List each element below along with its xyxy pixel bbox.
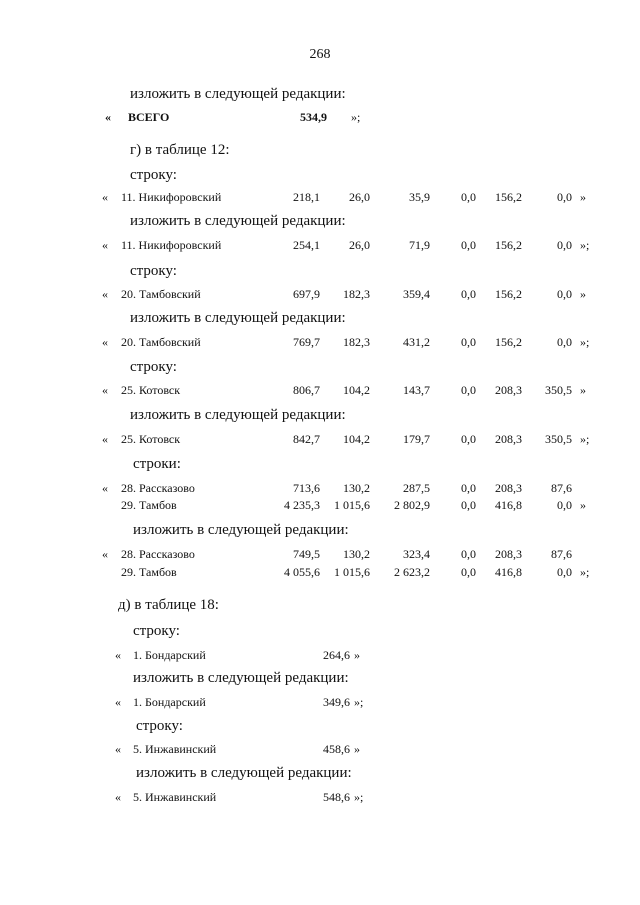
value-col-4: 0,0 [461,481,476,495]
value-col-5: 416,8 [495,565,522,579]
value-col-3: 359,4 [403,287,430,301]
value-col-5: 156,2 [495,238,522,252]
value-col-3: 2 802,9 [394,498,430,512]
value-col-2: 130,2 [343,481,370,495]
table-row [0,481,640,499]
value-col-1: 806,7 [293,383,320,397]
table-row [0,498,640,516]
table-row [0,335,640,353]
label-stroku: строку: [130,263,177,279]
open-quote: « [102,481,108,495]
close-quote: »; [580,335,590,349]
value-col-2: 1 015,6 [334,498,370,512]
close-quote: »; [580,432,590,446]
open-quote: « [102,432,108,446]
label-stroku: строку: [130,359,177,375]
open-quote: « [115,790,121,804]
table-row [0,432,640,450]
open-quote: « [102,190,108,204]
value-col-6: 87,6 [551,547,572,561]
value-col-6: 350,5 [545,383,572,397]
value-col-3: 179,7 [403,432,430,446]
value-col-1: 254,1 [293,238,320,252]
row-name: 29. Тамбов [121,565,177,579]
label-stroku: строку: [136,718,183,734]
value-col-6: 0,0 [557,335,572,349]
value-col-4: 0,0 [461,547,476,561]
open-quote: « [102,547,108,561]
value-col-5: 416,8 [495,498,522,512]
value-col-5: 208,3 [495,547,522,561]
table-row [0,190,640,208]
open-quote: « [115,648,121,662]
value-col-4: 0,0 [461,335,476,349]
close-quote: »; [354,790,364,804]
table-row [0,383,640,401]
table-row [0,742,640,760]
instruction-text: изложить в следующей редакции: [133,522,349,538]
row-name: 28. Рассказово [121,481,195,495]
table-row [0,565,640,583]
row-value: 264,6 [323,648,350,662]
value-col-3: 143,7 [403,383,430,397]
row-name: 11. Никифоровский [121,238,222,252]
close-quote: » [580,190,586,204]
value-col-3: 2 623,2 [394,565,430,579]
value-col-3: 71,9 [409,238,430,252]
value-col-5: 208,3 [495,481,522,495]
table-row [0,648,640,666]
close-quote: »; [580,565,590,579]
row-name: 5. Инжавинский [133,790,217,804]
value-col-6: 350,5 [545,432,572,446]
row-value: 458,6 [323,742,350,756]
close-quote: »; [580,238,590,252]
value-col-2: 104,2 [343,383,370,397]
value-col-6: 87,6 [551,481,572,495]
instruction-text: изложить в следующей редакции: [130,310,346,326]
open-quote: « [102,335,108,349]
total-open-quote: « [105,110,111,124]
table-row [0,790,640,808]
table-row [0,695,640,713]
value-col-1: 4 235,3 [284,498,320,512]
instruction-text: изложить в следующей редакции: [136,765,352,781]
close-quote: »; [354,695,364,709]
value-col-1: 842,7 [293,432,320,446]
value-col-1: 769,7 [293,335,320,349]
value-col-5: 156,2 [495,287,522,301]
instruction-text: изложить в следующей редакции: [130,86,346,102]
section-heading-table-12: г) в таблице 12: [130,142,230,158]
value-col-6: 0,0 [557,287,572,301]
section-heading-table-18: д) в таблице 18: [118,597,219,613]
row-name: 25. Котовск [121,432,181,446]
value-col-6: 0,0 [557,238,572,252]
open-quote: « [102,238,108,252]
row-name: 5. Инжавинский [133,742,217,756]
table-row [0,547,640,565]
total-close-quote: »; [351,110,361,124]
value-col-2: 26,0 [349,190,370,204]
row-name: 20. Тамбовский [121,287,201,301]
value-col-4: 0,0 [461,565,476,579]
row-name: 11. Никифоровский [121,190,222,204]
page-number: 268 [309,47,331,62]
value-col-4: 0,0 [461,287,476,301]
open-quote: « [102,383,108,397]
row-name: 1. Бондарский [133,695,206,709]
value-col-4: 0,0 [461,432,476,446]
value-col-5: 156,2 [495,190,522,204]
open-quote: « [115,742,121,756]
value-col-6: 0,0 [557,190,572,204]
close-quote: » [354,648,360,662]
close-quote: » [580,383,586,397]
value-col-4: 0,0 [461,498,476,512]
value-col-6: 0,0 [557,565,572,579]
row-value: 548,6 [323,790,350,804]
value-col-1: 4 055,6 [284,565,320,579]
value-col-6: 0,0 [557,498,572,512]
instruction-text: изложить в следующей редакции: [130,407,346,423]
value-col-2: 130,2 [343,547,370,561]
value-col-1: 218,1 [293,190,320,204]
value-col-1: 697,9 [293,287,320,301]
value-col-3: 287,5 [403,481,430,495]
value-col-3: 35,9 [409,190,430,204]
value-col-2: 182,3 [343,335,370,349]
value-col-1: 713,6 [293,481,320,495]
value-col-2: 26,0 [349,238,370,252]
close-quote: » [580,287,586,301]
row-name: 20. Тамбовский [121,335,201,349]
value-col-4: 0,0 [461,190,476,204]
value-col-3: 323,4 [403,547,430,561]
close-quote: » [580,498,586,512]
close-quote: » [354,742,360,756]
open-quote: « [115,695,121,709]
value-col-4: 0,0 [461,383,476,397]
table-row [0,238,640,256]
value-col-5: 208,3 [495,432,522,446]
row-name: 28. Рассказово [121,547,195,561]
value-col-5: 208,3 [495,383,522,397]
label-stroki: строки: [133,456,181,472]
value-col-1: 749,5 [293,547,320,561]
total-value: 534,9 [300,110,327,124]
instruction-text: изложить в следующей редакции: [130,213,346,229]
row-value: 349,6 [323,695,350,709]
instruction-text: изложить в следующей редакции: [133,670,349,686]
open-quote: « [102,287,108,301]
value-col-2: 1 015,6 [334,565,370,579]
value-col-2: 104,2 [343,432,370,446]
row-name: 25. Котовск [121,383,181,397]
row-name: 29. Тамбов [121,498,177,512]
row-name: 1. Бондарский [133,648,206,662]
value-col-3: 431,2 [403,335,430,349]
value-col-4: 0,0 [461,238,476,252]
table-row [0,287,640,305]
total-label: ВСЕГО [128,110,170,124]
label-stroku: строку: [130,167,177,183]
value-col-5: 156,2 [495,335,522,349]
value-col-2: 182,3 [343,287,370,301]
label-stroku: строку: [133,623,180,639]
